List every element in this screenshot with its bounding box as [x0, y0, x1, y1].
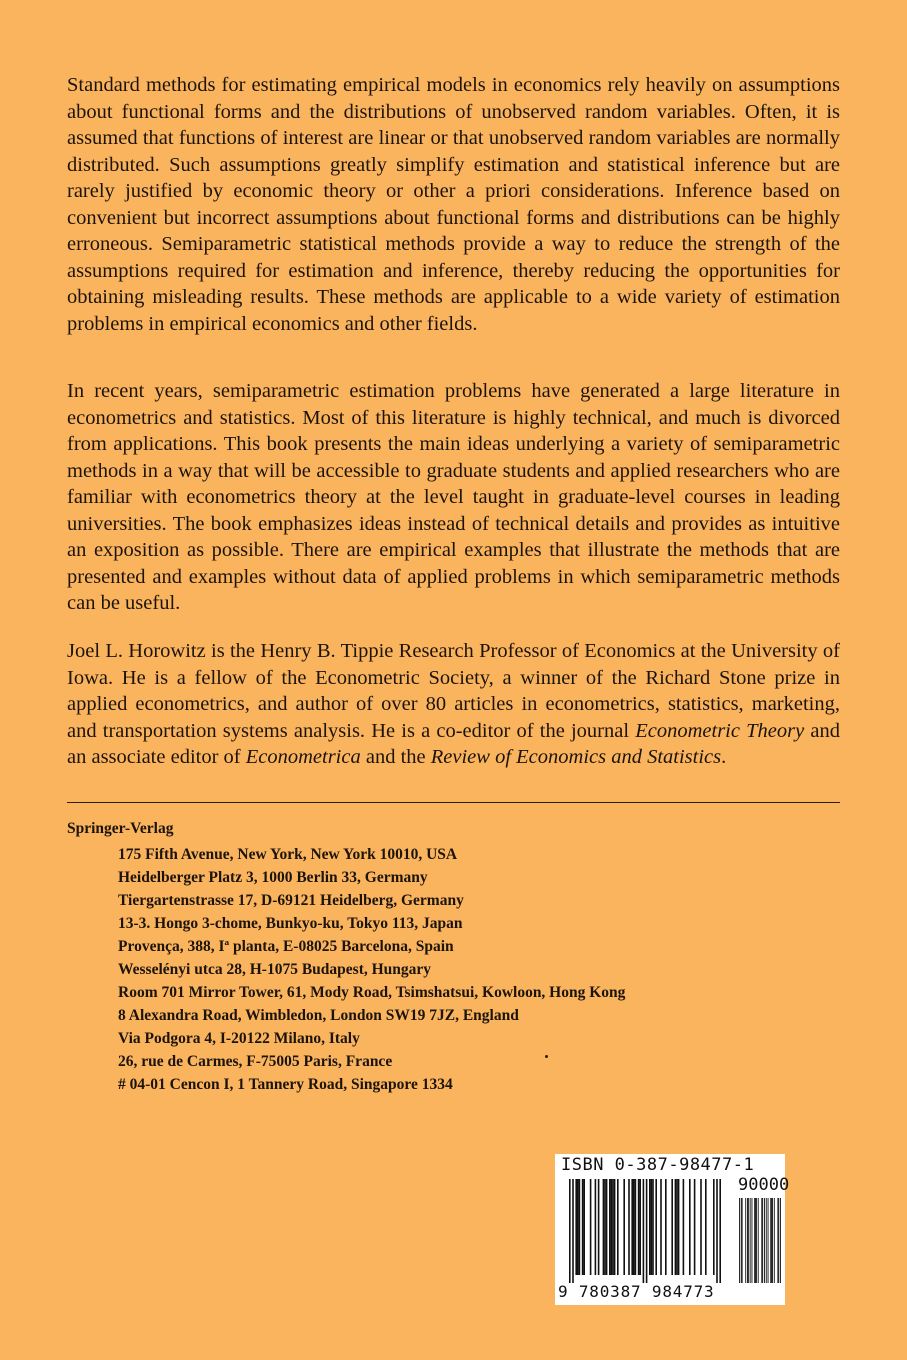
barcode-bar — [742, 1198, 743, 1283]
barcode-bar — [676, 1179, 678, 1275]
barcode-bar — [638, 1179, 640, 1275]
barcode-bar — [671, 1179, 673, 1275]
author-bio-text: and an associate editor of — [67, 719, 840, 768]
barcode-bar — [758, 1198, 759, 1283]
price-addon-bars — [739, 1198, 781, 1283]
barcode-bar — [780, 1198, 781, 1283]
barcode-bar — [646, 1179, 648, 1283]
ean-barcode-bars — [569, 1179, 735, 1283]
barcode-bar — [678, 1179, 680, 1275]
publisher-address: 13-3. Hongo 3-chome, Bunkyo-ku, Tokyo 113, Japan — [118, 915, 463, 932]
description-paragraph-2: In recent years, semiparametric estimation problems have generated a large literature in econometrics and statistics. Most of this literature is highly technical, and much is divorced from applications. This book presents the main ideas underlying a variety of semiparametric methods in a way that will be accessible to graduate students and applied researchers who are familiar with econometrics theory at the level taught in graduate-level courses in leading universities. The book emphasizes ideas instead of technical details and provides as intuitive an exposition as possible. There are empirical examples that illustrate the methods that are presented and examples without data of applied problems in which semiparametric methods can be useful. — [67, 380, 840, 614]
barcode-bar — [577, 1179, 579, 1275]
barcode-bar — [694, 1179, 696, 1275]
barcode-bar — [705, 1179, 707, 1275]
barcode-bar — [579, 1179, 581, 1275]
barcode-bar — [745, 1198, 746, 1283]
barcode-bar — [774, 1198, 775, 1283]
barcode-bar — [598, 1179, 600, 1275]
barcode-bar — [643, 1179, 645, 1283]
barcode-bar — [768, 1198, 769, 1283]
journal-title: Review of Economics and Statistics — [430, 746, 722, 768]
barcode-bar — [611, 1179, 613, 1275]
barcode-bar — [631, 1179, 633, 1275]
barcode-bar — [700, 1179, 702, 1275]
barcode-bar — [617, 1179, 619, 1275]
publisher-address: Wesselényi utca 28, H-1075 Budapest, Hungary — [118, 961, 432, 978]
barcode-bar — [635, 1179, 637, 1275]
publisher-address: # 04-01 Cencon I, 1 Tannery Road, Singapore 1334 — [118, 1076, 453, 1093]
barcode-bar — [628, 1179, 630, 1275]
barcode-bar — [752, 1198, 753, 1283]
isbn-label: ISBN 0-387-98477-1 — [561, 1155, 755, 1175]
barcode-bar — [604, 1179, 606, 1275]
author-bio-text: . — [721, 746, 727, 768]
barcode-bar — [750, 1198, 751, 1283]
barcode-bar — [770, 1198, 771, 1283]
barcode-bar — [739, 1198, 740, 1283]
barcode-bar — [754, 1198, 755, 1283]
barcode-bar — [771, 1198, 772, 1283]
print-speck — [545, 1055, 548, 1058]
barcode-bar — [756, 1198, 757, 1283]
author-bio-text: and the — [360, 746, 431, 768]
barcode-bar — [675, 1179, 677, 1275]
barcode-bar — [764, 1198, 765, 1283]
publisher-address: Room 701 Mirror Tower, 61, Mody Road, Tsimshatsui, Kowloon, Hong Kong — [118, 984, 626, 1001]
barcode-bar — [716, 1179, 718, 1283]
barcode-bar — [590, 1179, 592, 1275]
publisher-address: 175 Fifth Avenue, New York, New York 10010, USA — [118, 846, 458, 863]
publisher-address: 26, rue de Carmes, F-75005 Paris, France — [118, 1053, 393, 1070]
barcode-bar — [623, 1179, 625, 1275]
author-bio — [67, 638, 840, 771]
barcode-bar — [766, 1198, 767, 1283]
isbn-barcode — [555, 1154, 790, 1305]
barcode-bar — [569, 1179, 571, 1283]
barcode-bar — [741, 1198, 742, 1283]
barcode-bar — [595, 1179, 597, 1275]
barcode-bar — [614, 1179, 616, 1275]
barcode-bar — [633, 1179, 635, 1275]
barcode-bar — [652, 1179, 654, 1275]
barcode-bar — [603, 1179, 605, 1275]
publisher-address: Provença, 388, Iª planta, E-08025 Barcelona, Spain — [118, 938, 454, 955]
author-bio-text: Joel L. Horowitz is the Henry B. Tippie Research Professor of Economics at the University of Iowa. He is a fellow of the Econometric Society, a winner of the Richard Stone prize in applied econometrics, and author of over 80 articles in econometrics, statistics, marketing, and transportation systems analysis. He is a co-editor of the journal — [67, 640, 840, 742]
barcode-bar — [683, 1179, 685, 1275]
publisher-address: Via Podgora 4, I-20122 Milano, Italy — [118, 1030, 360, 1047]
barcode-bar — [777, 1198, 778, 1283]
price-code: 90000 — [738, 1175, 790, 1195]
publisher-address: Heidelberger Platz 3, 1000 Berlin 33, Germany — [118, 869, 428, 886]
barcode-bar — [689, 1179, 691, 1275]
ean-digits: 9 780387 984773 — [558, 1282, 715, 1301]
barcode-bar — [761, 1198, 762, 1283]
barcode-bar — [747, 1198, 748, 1283]
description-paragraph-1: Standard methods for estimating empirical models in economics rely heavily on assumptions about functional forms and the distributions of unobserved random variables. Often, it is assumed that functions of interest are linear or that unobserved random variables are normally distributed. Such assumptions greatly simplify estimation and statistical inference but are rarely justified by economic theory or other a priori considerations. Inference based on convenient but incorrect assumptions about functional forms and distributions can be highly erroneous. Semiparametric statistical methods provide a way to reduce the strength of the assumptions required for estimation and inference, thereby reducing the opportunities for obtaining misleading results. These methods are applicable to a wide variety of estimation problems in empirical economics and other fields. — [67, 74, 840, 335]
publisher-address: 8 Alexandra Road, Wimbledon, London SW19 7JZ, England — [118, 1007, 519, 1024]
divider-rule — [67, 802, 840, 803]
barcode-bar — [583, 1179, 585, 1275]
barcode-bar — [575, 1179, 577, 1275]
barcode-bar — [651, 1179, 653, 1275]
barcode-bar — [609, 1179, 611, 1275]
barcode-bar — [665, 1179, 667, 1275]
barcode-bar — [762, 1198, 763, 1283]
publisher-name: Springer-Verlag — [67, 820, 174, 837]
barcode-bar — [660, 1179, 662, 1275]
publisher-address: Tiergartenstrasse 17, D-69121 Heidelberg, Germany — [118, 892, 464, 909]
barcode-bar — [639, 1179, 641, 1275]
barcode-bar — [606, 1179, 608, 1275]
barcode-bar — [755, 1198, 756, 1283]
barcode-bar — [778, 1198, 779, 1283]
barcode-bar — [612, 1179, 614, 1275]
journal-title: Econometrica — [245, 746, 361, 768]
publisher-address-list — [118, 843, 625, 1096]
barcode-bar — [713, 1179, 715, 1275]
barcode-bar — [655, 1179, 657, 1275]
barcode-bar — [572, 1179, 574, 1283]
barcode-bar — [649, 1179, 651, 1275]
barcode-bar — [582, 1179, 584, 1275]
barcode-bar — [748, 1198, 749, 1283]
barcode-bar — [719, 1179, 721, 1283]
barcode-bar — [772, 1198, 773, 1283]
journal-title: Econometric Theory — [635, 719, 805, 742]
